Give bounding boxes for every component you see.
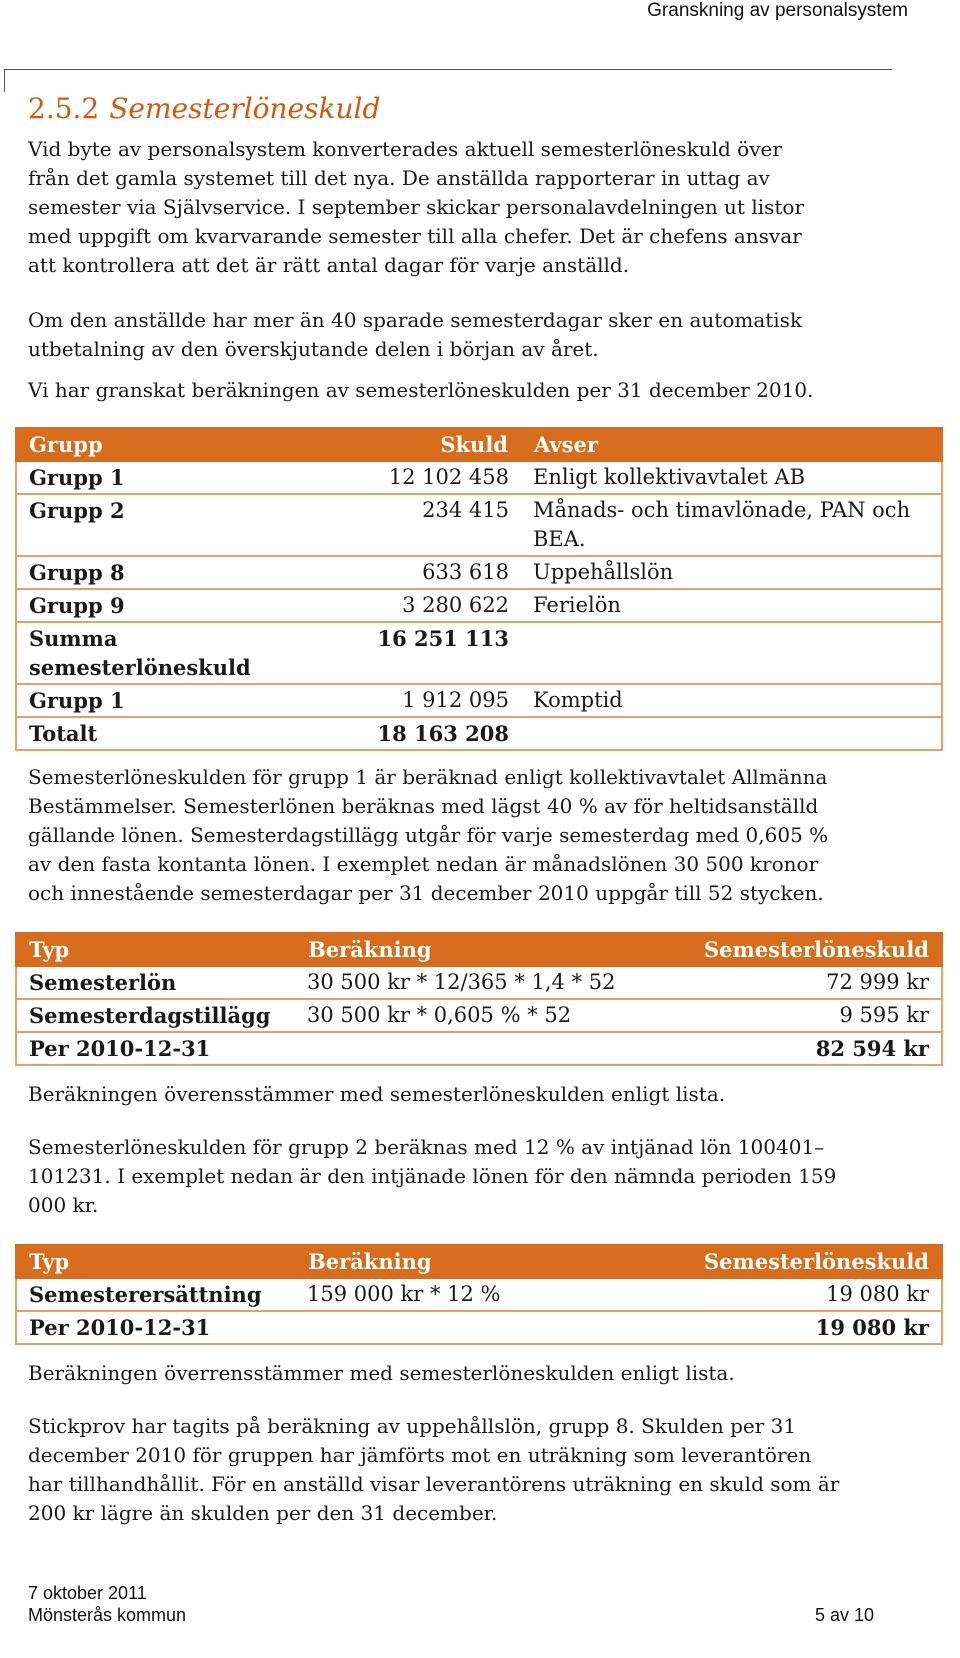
amount-cell: 1 912 095 — [351, 684, 521, 717]
table-row — [16, 589, 942, 622]
amount-cell: 9 595 kr — [659, 999, 942, 1032]
group1-calc-table — [15, 932, 943, 1066]
amount-cell: 633 618 — [351, 556, 521, 589]
group-cell: Grupp 2 — [16, 494, 351, 556]
footer-date: 7 oktober 2011 — [28, 1583, 147, 1603]
desc-cell — [521, 717, 942, 750]
amount-cell: 12 102 458 — [351, 461, 521, 494]
paragraph-payout: Om den anställde har mer än 40 sparade semesterdagar sker en automatisk utbetalning av den överskjutande delen i början av året. — [28, 308, 803, 361]
section-title: Semesterlöneskuld — [109, 92, 381, 125]
group-cell: Grupp 8 — [16, 556, 351, 589]
paragraph-result-2: Beräkningen överrensstämmer med semesterlöneskulden enligt lista. — [28, 1361, 735, 1385]
type-cell: Semesterdagstillägg — [16, 999, 295, 1032]
amount-cell: 3 280 622 — [351, 589, 521, 622]
desc-cell: Komptid — [521, 684, 942, 717]
calc-cell: 30 500 kr * 0,605 % * 52 — [295, 999, 659, 1032]
table-row — [16, 556, 942, 589]
table-header-row — [16, 1245, 942, 1278]
calc-cell — [295, 1032, 659, 1065]
header-cell: Grupp — [16, 428, 351, 461]
table-header-row — [16, 933, 942, 966]
amount-cell: 16 251 113 — [351, 622, 521, 684]
group-cell: Summa semesterlöneskuld — [16, 622, 351, 684]
paragraph-intro: Vid byte av personalsystem konverterades aktuell semesterlöneskuld över från det gamla systemet till det nya. De anställda rapporterar in uttag av semester via Självservice. I september skickar personalavdelningen ut listor med uppgift om kvarvarande semester till alla chefer. Det är chefens ansvar att kontrollera att det är rätt antal dagar för varje anställd. — [28, 137, 805, 277]
amount-cell: 19 080 kr — [659, 1311, 942, 1344]
page-number: 5 av 10 — [814, 1605, 874, 1625]
table-row — [16, 1311, 942, 1344]
type-cell: Per 2010-12-31 — [16, 1311, 295, 1344]
header-cell: Semesterlöneskuld — [659, 1245, 942, 1278]
type-cell: Per 2010-12-31 — [16, 1032, 295, 1065]
table-row — [16, 1278, 942, 1311]
table-row — [16, 622, 942, 684]
page-content — [28, 92, 948, 1528]
type-cell: Semesterersättning — [16, 1278, 295, 1311]
calc-cell — [295, 1311, 659, 1344]
table-row — [16, 494, 942, 556]
calc-cell: 159 000 kr * 12 % — [295, 1278, 659, 1311]
amount-cell: 18 163 208 — [351, 717, 521, 750]
amount-cell: 234 415 — [351, 494, 521, 556]
table-row — [16, 999, 942, 1032]
calc-cell: 30 500 kr * 12/365 * 1,4 * 52 — [295, 966, 659, 999]
table-row — [16, 1032, 942, 1065]
amount-cell: 72 999 kr — [659, 966, 942, 999]
desc-cell: Uppehållslön — [521, 556, 942, 589]
desc-cell: Ferielön — [521, 589, 942, 622]
paragraph-scope: Vi har granskat beräkningen av semesterlöneskulden per 31 december 2010. — [28, 378, 814, 402]
header-cell: Beräkning — [295, 933, 659, 966]
footer-org: Mönsterås kommun — [28, 1605, 187, 1625]
footer — [28, 1582, 186, 1626]
table-header-row — [16, 428, 942, 461]
amount-cell: 19 080 kr — [659, 1278, 942, 1311]
group-cell: Grupp 1 — [16, 684, 351, 717]
desc-cell: Månads- och timavlönade, PAN och BEA. — [521, 494, 942, 556]
type-cell: Semesterlön — [16, 966, 295, 999]
group-cell: Totalt — [16, 717, 351, 750]
group-cell: Grupp 1 — [16, 461, 351, 494]
header-cell: Typ — [16, 1245, 295, 1278]
debt-by-group-table — [15, 427, 943, 751]
section-number: 2.5.2 — [28, 92, 100, 125]
paragraph-sample-check: Stickprov har tagits på beräkning av uppehållslön, grupp 8. Skulden per 31 december 2010 för gruppen har jämförts mot en uträkning som leverantören har tillhandhållit. För en anställd visar leverantörens uträkning en skuld som är 200 kr lägre än skulden per den 31 december. — [28, 1414, 840, 1525]
header-tick — [4, 69, 5, 92]
section-heading — [28, 92, 948, 125]
amount-cell: 82 594 kr — [659, 1032, 942, 1065]
group2-calc-table — [15, 1244, 943, 1345]
desc-cell: Enligt kollektivavtalet AB — [521, 461, 942, 494]
paragraph-result-1: Beräkningen överensstämmer med semesterlöneskulden enligt lista. — [28, 1082, 726, 1106]
header-cell: Beräkning — [295, 1245, 659, 1278]
table-row — [16, 684, 942, 717]
header-cell: Avser — [521, 428, 942, 461]
header-cell: Typ — [16, 933, 295, 966]
paragraph-group1-method: Semesterlöneskulden för grupp 1 är beräknad enligt kollektivavtalet Allmänna Bestämmelser. Semesterlönen beräknas med lägst 40 % av för heltidsanställd gällande lönen. Semesterdagstillägg utgår för varje semesterdag med 0,605 % av den fasta kontanta lönen. I exemplet nedan är månadslönen 30 500 kronor och innestående semesterdagar per 31 december 2010 uppgår till 52 stycken. — [28, 765, 829, 905]
header-rule — [4, 69, 892, 70]
header-cell: Skuld — [351, 428, 521, 461]
header-cell: Semesterlöneskuld — [659, 933, 942, 966]
group-cell: Grupp 9 — [16, 589, 351, 622]
desc-cell — [521, 622, 942, 684]
table-row — [16, 717, 942, 750]
paragraph-group2-method: Semesterlöneskulden för grupp 2 beräknas med 12 % av intjänad lön 100401–101231. I exemplet nedan är den intjänade lönen för den nämnda perioden 159 000 kr. — [28, 1135, 837, 1217]
running-header: Granskning av personalsystem — [647, 0, 908, 21]
table-row — [16, 461, 942, 494]
table-row — [16, 966, 942, 999]
